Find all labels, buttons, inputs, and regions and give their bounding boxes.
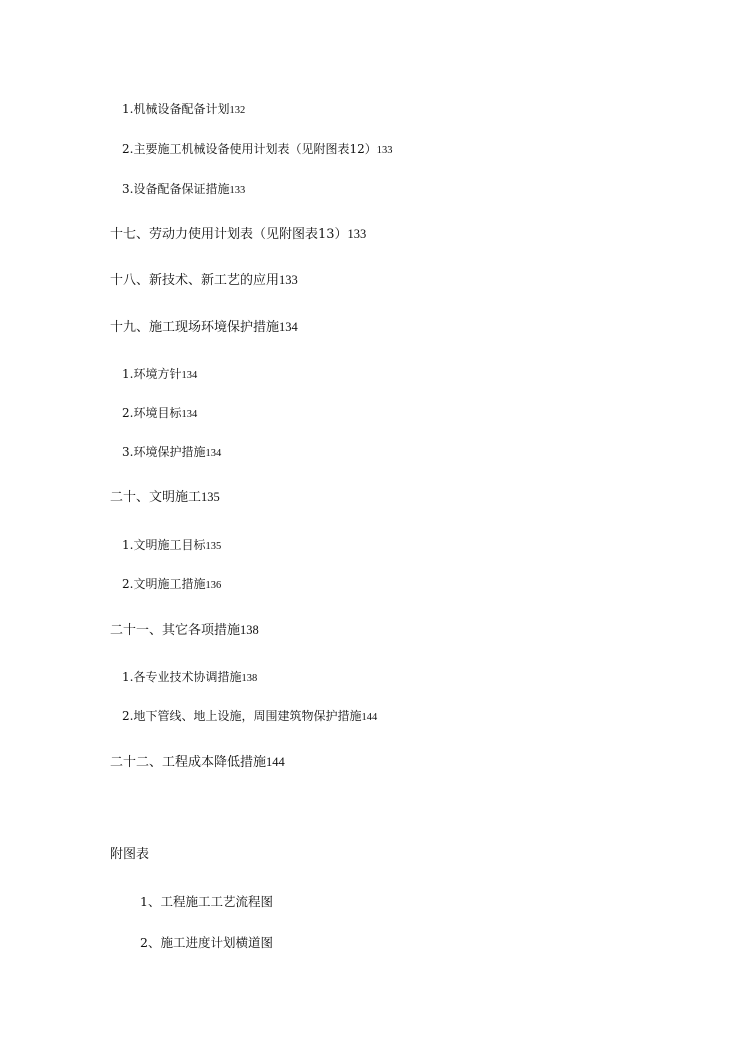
toc-entry-label: 十七、劳动力使用计划表（见附图表13） — [110, 227, 348, 242]
toc-entry-label: 二十二、工程成本降低措施 — [110, 755, 267, 770]
toc-entry[interactable] — [110, 225, 366, 241]
appendix-item-label: 1、工程施工工艺流程图 — [140, 894, 273, 909]
toc-entry[interactable] — [122, 536, 221, 553]
toc-entry-label: 2.文明施工措施 — [122, 577, 206, 591]
toc-entry-label: 1.机械设备配备计划 — [122, 102, 230, 116]
toc-entry[interactable] — [122, 404, 197, 421]
appendix-item[interactable] — [140, 893, 273, 909]
toc-entry-page: 132 — [229, 105, 246, 116]
appendix-item[interactable] — [140, 934, 273, 950]
toc-entry-page: 144 — [361, 712, 378, 723]
toc-entry-label: 3.环境保护措施 — [122, 445, 206, 459]
toc-entry-label: 1.环境方针 — [122, 367, 182, 381]
toc-entry-page: 133 — [376, 145, 393, 156]
toc-entry-page: 138 — [240, 623, 259, 637]
toc-entry-page: 135 — [201, 490, 220, 504]
toc-entry[interactable] — [110, 271, 298, 287]
toc-entry[interactable] — [122, 180, 245, 197]
toc-entry-page: 136 — [205, 580, 222, 591]
toc-entry-label: 1.各专业技术协调措施 — [122, 670, 242, 684]
toc-entry-label: 2.地下管线、地上设施，周围建筑物保护措施 — [122, 709, 362, 723]
toc-entry[interactable] — [110, 318, 298, 334]
toc-entry-label: 十八、新技术、新工艺的应用 — [110, 273, 280, 288]
appendix-title: 附图表 — [110, 847, 150, 862]
toc-entry[interactable] — [122, 443, 221, 460]
toc-entry-label: 二十、文明施工 — [110, 490, 202, 505]
toc-entry-page: 134 — [181, 409, 198, 420]
toc-entry-page: 133 — [347, 227, 367, 241]
toc-entry-page: 133 — [279, 273, 298, 287]
toc-entry[interactable] — [110, 621, 259, 637]
toc-entry-label: 3.设备配备保证措施 — [122, 182, 230, 196]
toc-entry-page: 134 — [181, 370, 198, 381]
toc-entry-page: 133 — [229, 185, 246, 196]
toc-entry-label: 2.主要施工机械设备使用计划表（见附图表12） — [122, 142, 377, 156]
toc-entry[interactable] — [122, 140, 392, 157]
toc-entry[interactable] — [122, 100, 245, 117]
toc-entry-label: 十九、施工现场环境保护措施 — [110, 320, 280, 335]
toc-entry-page: 134 — [279, 320, 298, 334]
toc-entry-page: 138 — [241, 673, 258, 684]
toc-entry-label: 二十一、其它各项措施 — [110, 623, 241, 638]
toc-entry[interactable] — [110, 753, 285, 769]
toc-entry-label: 1.文明施工目标 — [122, 538, 206, 552]
toc-entry[interactable] — [122, 707, 377, 724]
toc-entry[interactable] — [122, 575, 221, 592]
toc-entry[interactable] — [110, 488, 220, 504]
toc-entry[interactable] — [122, 365, 197, 382]
toc-entry-page: 135 — [205, 541, 222, 552]
appendix-item-label: 2、施工进度计划横道图 — [140, 935, 273, 950]
toc-entry-label: 2.环境目标 — [122, 406, 182, 420]
toc-entry[interactable] — [122, 668, 257, 685]
toc-entry-page: 144 — [266, 755, 285, 769]
toc-entry-page: 134 — [205, 448, 222, 459]
